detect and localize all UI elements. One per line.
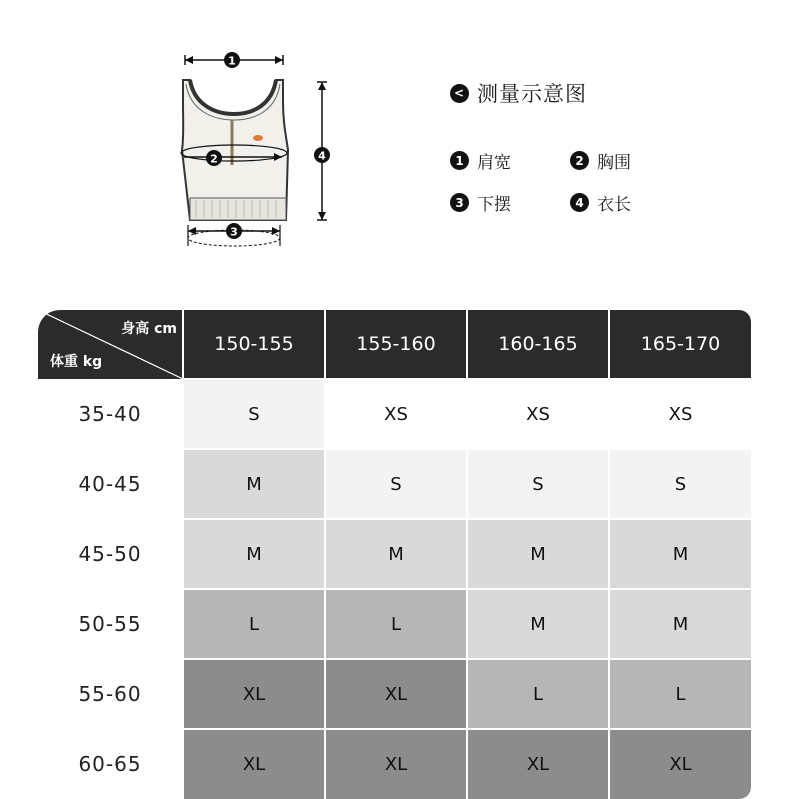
shoulder-width-arrow <box>185 52 283 68</box>
number-badge: 2 <box>570 151 589 170</box>
size-cell: M <box>183 519 325 589</box>
legend-title-text: 测量示意图 <box>477 82 587 106</box>
table-row <box>38 379 751 449</box>
table-row <box>38 729 751 799</box>
length-arrow <box>314 82 330 220</box>
table-body <box>38 379 751 799</box>
table-row <box>38 589 751 659</box>
size-cell: XL <box>183 729 325 799</box>
size-cell: XS <box>467 379 609 449</box>
size-cell: XL <box>325 729 467 799</box>
size-cell: S <box>325 449 467 519</box>
height-axis-label: 身高 cm <box>121 321 177 337</box>
size-cell: S <box>467 449 609 519</box>
size-cell: XS <box>609 379 751 449</box>
row-header: 50-55 <box>38 589 183 659</box>
legend-item-shoulder <box>450 148 570 173</box>
marker-1: 1 <box>228 54 236 68</box>
table-row <box>38 519 751 589</box>
number-badge: 1 <box>450 151 469 170</box>
row-header: 60-65 <box>38 729 183 799</box>
row-header: 35-40 <box>38 379 183 449</box>
size-cell: M <box>325 519 467 589</box>
number-badge: 4 <box>570 193 589 212</box>
chevron-left-icon: < <box>450 84 469 103</box>
column-header: 150-155 <box>183 310 325 379</box>
size-cell: M <box>467 589 609 659</box>
size-cell: L <box>325 589 467 659</box>
column-header: 155-160 <box>325 310 467 379</box>
legend-item-length <box>570 190 690 215</box>
legend-row <box>450 190 690 215</box>
size-cell: M <box>609 589 751 659</box>
measurement-legend <box>450 78 690 232</box>
table-row <box>38 449 751 519</box>
size-cell: M <box>609 519 751 589</box>
size-cell: XL <box>183 659 325 729</box>
legend-row <box>450 148 690 173</box>
weight-axis-label: 体重 kg <box>50 354 103 370</box>
size-cell: S <box>183 379 325 449</box>
row-header: 45-50 <box>38 519 183 589</box>
row-header: 40-45 <box>38 449 183 519</box>
size-cell: L <box>183 589 325 659</box>
garment-illustration <box>170 40 350 255</box>
legend-label: 肩宽 <box>477 153 511 173</box>
size-chart-table <box>38 310 751 799</box>
size-cell: L <box>609 659 751 729</box>
column-header: 160-165 <box>467 310 609 379</box>
table-corner-header <box>38 310 183 379</box>
size-cell: L <box>467 659 609 729</box>
hem-arrow <box>188 223 280 246</box>
size-cell: XL <box>467 729 609 799</box>
size-cell: XL <box>325 659 467 729</box>
legend-label: 衣长 <box>597 195 631 215</box>
size-cell: S <box>609 449 751 519</box>
tank-top-diagram <box>170 40 350 255</box>
legend-title <box>450 78 690 108</box>
legend-item-chest <box>570 148 690 173</box>
marker-3: 3 <box>230 225 238 239</box>
number-badge: 3 <box>450 193 469 212</box>
legend-label: 胸围 <box>597 153 631 173</box>
row-header: 55-60 <box>38 659 183 729</box>
table-header-row <box>38 310 751 379</box>
size-cell: XL <box>609 729 751 799</box>
tank-top-body <box>182 80 288 220</box>
size-cell: XS <box>325 379 467 449</box>
legend-label: 下摆 <box>477 195 511 215</box>
size-cell: M <box>183 449 325 519</box>
marker-2: 2 <box>210 152 218 166</box>
table-row <box>38 659 751 729</box>
legend-item-hem <box>450 190 570 215</box>
size-cell: M <box>467 519 609 589</box>
marker-4: 4 <box>318 149 326 163</box>
column-header: 165-170 <box>609 310 751 379</box>
